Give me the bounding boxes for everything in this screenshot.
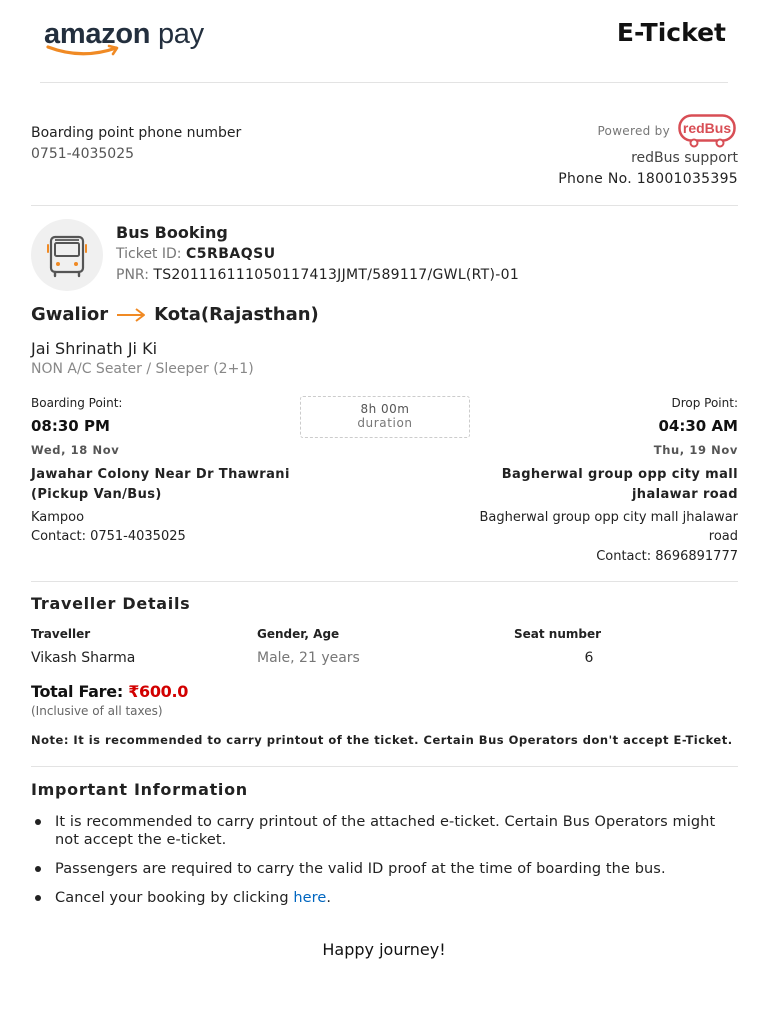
- cancel-suffix: .: [326, 890, 332, 906]
- printout-note: Note: It is recommended to carry printout of the ticket. Certain Bus Operators don't accept E-Ticket.: [31, 733, 733, 747]
- pnr-label: PNR:: [116, 267, 154, 283]
- booking-type-title: Bus Booking: [116, 223, 228, 242]
- info-item-text: Passengers are required to carry the valid ID proof at the time of boarding the bus.: [55, 861, 666, 877]
- traveller-gender-age: Male, 21 years: [257, 650, 360, 666]
- info-item-text: It is recommended to carry printout of the attached e-ticket. Certain Bus Operators might not accept the e-ticket.: [55, 814, 716, 848]
- fare-tax-note: (Inclusive of all taxes): [31, 704, 163, 718]
- traveller-seat: 6: [584, 650, 594, 666]
- brand-pay: pay: [157, 18, 204, 50]
- footer-message: Happy journey!: [322, 940, 446, 959]
- drop-area-line1: Bagherwal group opp city mall jhalawar: [479, 510, 738, 525]
- traveller-section-title: Traveller Details: [31, 594, 191, 613]
- traveller-name: Vikash Sharma: [31, 650, 136, 666]
- duration-value: 8h 00m: [360, 402, 410, 416]
- bus-operator: Jai Shrinath Ji Ki: [31, 339, 158, 358]
- drop-contact: Contact: 8696891777: [596, 549, 738, 564]
- page-title: E-Ticket: [616, 18, 726, 47]
- powered-by: [597, 114, 736, 148]
- redbus-support-phone: Phone No. 18001035395: [558, 171, 738, 187]
- boarding-phone-number: 0751-4035025: [31, 146, 135, 162]
- boarding-address-line2: (Pickup Van/Bus): [31, 487, 162, 502]
- bullet-icon: [35, 895, 41, 901]
- amazon-smile-icon: [46, 44, 122, 58]
- boarding-point-label: Boarding Point:: [31, 396, 123, 410]
- list-item: [31, 813, 731, 849]
- powered-by-label: Powered by: [597, 124, 670, 138]
- drop-address-line1: Bagherwal group opp city mall: [501, 467, 738, 482]
- drop-point-label: Drop Point:: [671, 396, 738, 410]
- ticket-id-label: Ticket ID:: [116, 246, 186, 262]
- duration-box: [300, 396, 470, 438]
- total-fare-label: Total Fare:: [31, 682, 129, 701]
- important-info-list: [31, 813, 731, 918]
- brand-amazon: amazon: [44, 18, 151, 50]
- info-divider: [31, 766, 738, 767]
- boarding-phone-label: Boarding point phone number: [31, 125, 242, 141]
- redbus-support-label: redBus support: [631, 150, 738, 166]
- route-heading: [31, 304, 319, 325]
- bullet-icon: [35, 866, 41, 872]
- drop-address: [438, 465, 738, 505]
- duration-label: duration: [357, 416, 413, 430]
- boarding-contact: Contact: 0751-4035025: [31, 529, 186, 544]
- ticket-id-value: C5RBAQSU: [185, 246, 276, 262]
- boarding-address-line1: Jawahar Colony Near Dr Thawrani: [31, 467, 290, 482]
- important-info-title: Important Information: [31, 780, 248, 799]
- list-item: [31, 860, 731, 878]
- drop-date: Thu, 19 Nov: [653, 443, 738, 457]
- drop-area: [438, 508, 738, 546]
- list-item: [31, 889, 731, 907]
- route-from: Gwalior: [31, 304, 109, 325]
- total-fare-amount: ₹600.0: [128, 682, 189, 701]
- drop-address-line2: jhalawar road: [631, 487, 738, 502]
- column-header-gender-age: Gender, Age: [257, 627, 340, 641]
- boarding-area: Kampoo: [31, 510, 85, 525]
- journey-divider: [31, 581, 738, 582]
- redbus-logo-icon: [678, 114, 736, 148]
- bus-type: NON A/C Seater / Sleeper (2+1): [31, 361, 254, 377]
- bus-icon: [31, 219, 103, 291]
- total-fare: [31, 682, 188, 701]
- cancel-prefix: Cancel your booking by clicking: [55, 890, 294, 906]
- pnr-value: TS201116111050117413JJMT/589117/GWL(RT)-01: [153, 267, 520, 283]
- column-header-traveller: Traveller: [31, 627, 91, 641]
- boarding-date: Wed, 18 Nov: [31, 443, 120, 457]
- pnr-line: [116, 267, 519, 283]
- redbus-logo-text: redBus: [682, 120, 732, 136]
- bus-icon-badge: [31, 219, 103, 291]
- boarding-address: [31, 465, 311, 505]
- route-to: Kota(Rajasthan): [154, 304, 319, 325]
- boarding-time: 08:30 PM: [31, 417, 110, 435]
- drop-time: 04:30 AM: [658, 417, 738, 435]
- column-header-seat: Seat number: [514, 627, 602, 641]
- arrow-right-icon: [116, 308, 146, 322]
- bullet-icon: [35, 819, 41, 825]
- drop-area-line2: road: [708, 529, 738, 544]
- cancel-booking-link[interactable]: here: [293, 890, 327, 906]
- contact-divider: [31, 205, 738, 206]
- header-divider: [40, 82, 728, 83]
- ticket-id-line: [116, 246, 276, 262]
